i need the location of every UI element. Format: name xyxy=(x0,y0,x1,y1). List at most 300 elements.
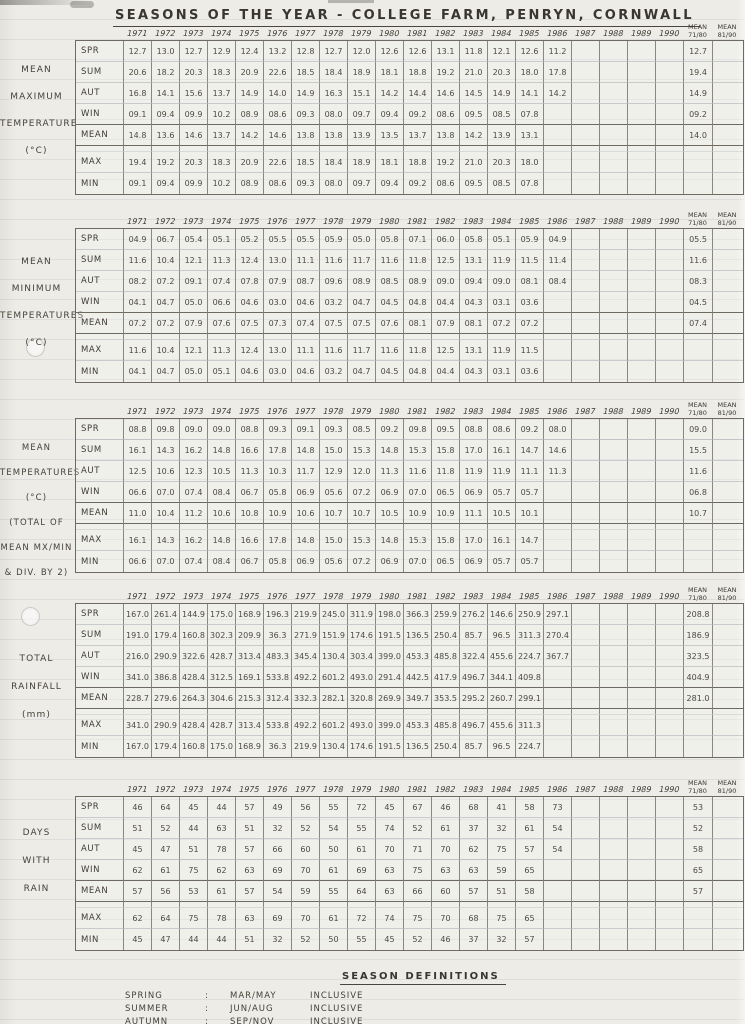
mean-maximum-temperature-grid xyxy=(75,40,744,195)
mean-maximum-temperature-mean-1985: 13.1 xyxy=(516,125,544,146)
mean-temperature-mean-1985: 10.1 xyxy=(516,503,544,524)
total-rainfall-min-mean-81-90 xyxy=(713,736,743,757)
days-with-rain-mean-1977: 59 xyxy=(292,881,320,902)
year-header-1990 xyxy=(655,785,683,796)
year-header-1972 xyxy=(151,29,179,40)
days-with-rain-aut-1973: 51 xyxy=(180,839,208,860)
mean-minimum-temperature-spr-1982: 06.0 xyxy=(432,229,460,250)
side-label-line: TEMPERATURES xyxy=(0,468,81,478)
year-header-1984 xyxy=(487,592,515,603)
mean-minimum-temperature-spr-1980: 05.8 xyxy=(376,229,404,250)
total-rainfall-max-1980: 399.0 xyxy=(376,715,404,736)
mean-minimum-temperature-max-1971: 11.6 xyxy=(124,340,152,361)
year-label: 1982 xyxy=(433,217,457,226)
year-label: 1980 xyxy=(377,217,401,226)
mean-minimum-temperature-sum-1986: 11.4 xyxy=(544,250,572,271)
year-label: 1988 xyxy=(601,217,625,226)
mean-temperature-aut-1974: 10.5 xyxy=(208,461,236,482)
total-rainfall-spr-1975: 168.9 xyxy=(236,604,264,625)
total-rainfall-aut-1981: 453.3 xyxy=(404,646,432,667)
days-with-rain-min-1980: 45 xyxy=(376,929,404,950)
year-header-1977 xyxy=(291,217,319,228)
total-rainfall-sum-1988 xyxy=(600,625,628,646)
year-label: 1985 xyxy=(517,29,541,38)
row-label-min: MIN xyxy=(76,929,124,950)
total-rainfall-aut-1986: 367.7 xyxy=(544,646,572,667)
total-rainfall-spr-mean-71-80: 208.8 xyxy=(684,604,713,625)
days-with-rain-mean-1978: 55 xyxy=(320,881,348,902)
days-with-rain-mean-1990 xyxy=(656,881,684,902)
year-label: 1974 xyxy=(209,785,233,794)
mean-temperature-mean-1979: 10.7 xyxy=(348,503,376,524)
mean-header-line: MEAN xyxy=(687,586,708,594)
year-label: 1980 xyxy=(377,29,401,38)
side-label-line: TEMPERATURE xyxy=(0,119,78,129)
mean-maximum-temperature-mean-1979: 13.9 xyxy=(348,125,376,146)
mean-maximum-temperature-spr-1983: 11.8 xyxy=(460,41,488,62)
year-header-1987 xyxy=(571,217,599,228)
mean-minimum-temperature-sum-1989 xyxy=(628,250,656,271)
mean-maximum-temperature-min-1973: 09.9 xyxy=(180,173,208,194)
days-with-rain-mean-1986 xyxy=(544,881,572,902)
mean-minimum-temperature-aut-1974: 07.4 xyxy=(208,271,236,292)
days-with-rain-aut-1975: 57 xyxy=(236,839,264,860)
total-rainfall-sum-1972: 179.4 xyxy=(152,625,180,646)
mean-maximum-temperature-mean-1976: 14.6 xyxy=(264,125,292,146)
mean-temperature-sum-1971: 16.1 xyxy=(124,440,152,461)
days-with-rain-win-1986 xyxy=(544,860,572,881)
total-rainfall-sum-1976: 36.3 xyxy=(264,625,292,646)
year-header-1985 xyxy=(515,217,543,228)
mean-minimum-temperature-mean-1980: 07.6 xyxy=(376,313,404,334)
total-rainfall-spr-1981: 366.3 xyxy=(404,604,432,625)
mean-maximum-temperature-aut-1990 xyxy=(656,83,684,104)
mean-minimum-temperature-mean-1986 xyxy=(544,313,572,334)
mean-maximum-temperature-aut-1981: 14.4 xyxy=(404,83,432,104)
total-rainfall-mean-mean-71-80: 281.0 xyxy=(684,688,713,709)
year-header-1975 xyxy=(235,407,263,418)
days-with-rain-max-1977: 70 xyxy=(292,908,320,929)
mean-maximum-temperature-max-1976: 22.6 xyxy=(264,152,292,173)
mean-temperature-min-1986 xyxy=(544,551,572,572)
days-with-rain-aut-1989 xyxy=(628,839,656,860)
year-header-1976 xyxy=(263,217,291,228)
mean-minimum-temperature-win-1982: 04.4 xyxy=(432,292,460,313)
days-with-rain-spr-1989 xyxy=(628,797,656,818)
total-rainfall-max-1973: 428.4 xyxy=(180,715,208,736)
mean-maximum-temperature-max-1979: 18.9 xyxy=(348,152,376,173)
mean-maximum-temperature-aut-1978: 16.3 xyxy=(320,83,348,104)
mean-minimum-temperature-sum-1972: 10.4 xyxy=(152,250,180,271)
mean-minimum-temperature-aut-1989 xyxy=(628,271,656,292)
mean-maximum-temperature-row-spr xyxy=(76,41,743,62)
total-rainfall-min-1982: 250.4 xyxy=(432,736,460,757)
mean-maximum-temperature-max-1986 xyxy=(544,152,572,173)
mean-minimum-temperature-aut-1990 xyxy=(656,271,684,292)
mean-maximum-temperature-min-1977: 09.3 xyxy=(292,173,320,194)
mean-minimum-temperature-max-mean-71-80 xyxy=(684,340,713,361)
mean-temperature-sum-1985: 14.7 xyxy=(516,440,544,461)
mean-minimum-temperature-aut-1988 xyxy=(600,271,628,292)
total-rainfall-aut-1973: 322.6 xyxy=(180,646,208,667)
mean-maximum-temperature-mean-1988 xyxy=(600,125,628,146)
mean-temperature-spr-1974: 09.0 xyxy=(208,419,236,440)
mean-temperature-min-1975: 06.7 xyxy=(236,551,264,572)
row-label-mean: MEAN xyxy=(76,881,124,902)
mean-maximum-temperature-win-1981: 09.2 xyxy=(404,104,432,125)
mean-temperature-mean-1974: 10.6 xyxy=(208,503,236,524)
year-header-1973 xyxy=(179,407,207,418)
mean-temperature-sum-1972: 14.3 xyxy=(152,440,180,461)
mean-maximum-temperature-min-1976: 08.6 xyxy=(264,173,292,194)
year-header-1985 xyxy=(515,407,543,418)
days-with-rain-spr-1972: 64 xyxy=(152,797,180,818)
mean-temperature-win-1983: 06.9 xyxy=(460,482,488,503)
mean-minimum-temperature-sum-1985: 11.5 xyxy=(516,250,544,271)
year-header-1985 xyxy=(515,592,543,603)
total-rainfall-mean-1989 xyxy=(628,688,656,709)
mean-minimum-temperature-sum-1984: 11.9 xyxy=(488,250,516,271)
row-label-sum: SUM xyxy=(76,250,124,271)
mean-header-line: MEAN xyxy=(717,211,737,219)
year-label: 1986 xyxy=(545,592,569,601)
mean-temperature-mean-1990 xyxy=(656,503,684,524)
year-header-1982 xyxy=(431,29,459,40)
mean-temperature-spr-1973: 09.0 xyxy=(180,419,208,440)
mean-maximum-temperature-mean-1983: 14.2 xyxy=(460,125,488,146)
days-with-rain-mean-1981: 66 xyxy=(404,881,432,902)
mean-temperature-max-1988 xyxy=(600,530,628,551)
year-header-1989 xyxy=(627,592,655,603)
mean-maximum-temperature-mean-1987 xyxy=(572,125,600,146)
year-label: 1981 xyxy=(405,407,429,416)
year-label: 1985 xyxy=(517,592,541,601)
mean-temperature-min-1978: 05.6 xyxy=(320,551,348,572)
days-with-rain-min-1990 xyxy=(656,929,684,950)
total-rainfall-mean-1986 xyxy=(544,688,572,709)
total-rainfall-sum-1971: 191.0 xyxy=(124,625,152,646)
mean-minimum-temperature-min-1981: 04.8 xyxy=(404,361,432,382)
row-label-max: MAX xyxy=(76,908,124,929)
mean-temperature-sum-mean-81-90 xyxy=(713,440,743,461)
mean-temperature-aut-1976: 10.3 xyxy=(264,461,292,482)
mean-maximum-temperature-mean-1981: 13.7 xyxy=(404,125,432,146)
total-rainfall-max-1982: 485.8 xyxy=(432,715,460,736)
total-rainfall-spr-1974: 175.0 xyxy=(208,604,236,625)
total-rainfall-max-1988 xyxy=(600,715,628,736)
days-with-rain-sum-1982: 61 xyxy=(432,818,460,839)
mean-minimum-temperature-spr-1974: 05.1 xyxy=(208,229,236,250)
days-with-rain-max-1982: 70 xyxy=(432,908,460,929)
mean-minimum-temperature-max-1975: 12.4 xyxy=(236,340,264,361)
mean-minimum-temperature-max-1987 xyxy=(572,340,600,361)
mean-minimum-temperature-sum-1973: 12.1 xyxy=(180,250,208,271)
mean-maximum-temperature-min-1990 xyxy=(656,173,684,194)
year-label: 1981 xyxy=(405,785,429,794)
mean-minimum-temperature-sum-mean-71-80: 11.6 xyxy=(684,250,713,271)
mean-minimum-temperature-win-1975: 04.6 xyxy=(236,292,264,313)
year-header-1982 xyxy=(431,592,459,603)
mean-temperature-grid xyxy=(75,418,744,573)
year-header-1971 xyxy=(123,217,151,228)
year-header-1987 xyxy=(571,407,599,418)
mean-header-line: MEAN xyxy=(687,211,708,219)
mean-maximum-temperature-aut-1982: 14.6 xyxy=(432,83,460,104)
mean-temperature-spr-1981: 09.8 xyxy=(404,419,432,440)
mean-maximum-temperature-min-1989 xyxy=(628,173,656,194)
mean-temperature-min-1988 xyxy=(600,551,628,572)
row-label-min: MIN xyxy=(76,361,124,382)
mean-maximum-temperature-max-1983: 21.0 xyxy=(460,152,488,173)
total-rainfall-win-1989 xyxy=(628,667,656,688)
year-header-1984 xyxy=(487,29,515,40)
mean-temperature-aut-1983: 11.9 xyxy=(460,461,488,482)
days-with-rain-row-min xyxy=(76,929,743,950)
row-label-aut: AUT xyxy=(76,461,124,482)
row-label-aut: AUT xyxy=(76,271,124,292)
mean-maximum-temperature-aut-1976: 14.0 xyxy=(264,83,292,104)
mean-temperature-win-mean-71-80: 06.8 xyxy=(684,482,713,503)
days-with-rain-max-1971: 62 xyxy=(124,908,152,929)
days-with-rain-row-win xyxy=(76,860,743,881)
total-rainfall-row-aut xyxy=(76,646,743,667)
days-with-rain-sum-1986: 54 xyxy=(544,818,572,839)
mean-maximum-temperature-mean-1984: 13.9 xyxy=(488,125,516,146)
mean-maximum-temperature-spr-1988 xyxy=(600,41,628,62)
mean-maximum-temperature-min-1985: 07.8 xyxy=(516,173,544,194)
mean-maximum-temperature-spr-1973: 12.7 xyxy=(180,41,208,62)
total-rainfall-max-1981: 453.3 xyxy=(404,715,432,736)
mean-temperature-max-1976: 17.8 xyxy=(264,530,292,551)
mean-temperature-mean-1986 xyxy=(544,503,572,524)
total-rainfall-win-1981: 442.5 xyxy=(404,667,432,688)
total-rainfall-row-spr xyxy=(76,604,743,625)
days-with-rain-aut-1980: 70 xyxy=(376,839,404,860)
days-with-rain-sum-1984: 32 xyxy=(488,818,516,839)
days-with-rain-max-1984: 75 xyxy=(488,908,516,929)
year-header-1974 xyxy=(207,29,235,40)
mean-temperature-sum-1983: 17.0 xyxy=(460,440,488,461)
days-with-rain-aut-1978: 50 xyxy=(320,839,348,860)
year-header-1981 xyxy=(403,29,431,40)
total-rainfall-table xyxy=(75,577,744,758)
days-with-rain-sum-1980: 74 xyxy=(376,818,404,839)
days-with-rain-sum-1975: 51 xyxy=(236,818,264,839)
total-rainfall-max-mean-71-80 xyxy=(684,715,713,736)
mean-temperature-sum-1977: 14.8 xyxy=(292,440,320,461)
total-rainfall-min-1988 xyxy=(600,736,628,757)
mean-minimum-temperature-win-1971: 04.1 xyxy=(124,292,152,313)
days-with-rain-spr-1984: 41 xyxy=(488,797,516,818)
year-header-1980 xyxy=(375,407,403,418)
mean-minimum-temperature-max-1983: 13.1 xyxy=(460,340,488,361)
mean-minimum-temperature-max-1988 xyxy=(600,340,628,361)
days-with-rain-max-1986 xyxy=(544,908,572,929)
mean-minimum-temperature-min-1983: 04.3 xyxy=(460,361,488,382)
mean-maximum-temperature-aut-1980: 14.2 xyxy=(376,83,404,104)
mean-maximum-temperature-min-1972: 09.4 xyxy=(152,173,180,194)
mean-temperature-win-1976: 05.8 xyxy=(264,482,292,503)
days-with-rain-min-1975: 51 xyxy=(236,929,264,950)
year-header-spacer xyxy=(75,794,123,796)
days-with-rain-win-1988 xyxy=(600,860,628,881)
year-header-1976 xyxy=(263,785,291,796)
mean-maximum-temperature-sum-1986: 17.8 xyxy=(544,62,572,83)
days-with-rain-mean-1989 xyxy=(628,881,656,902)
total-rainfall-win-1980: 291.4 xyxy=(376,667,404,688)
total-rainfall-max-1985: 311.3 xyxy=(516,715,544,736)
mean-minimum-temperature-max-1989 xyxy=(628,340,656,361)
mean-temperature-sum-1974: 14.8 xyxy=(208,440,236,461)
days-with-rain-sum-1989 xyxy=(628,818,656,839)
mean-minimum-temperature-min-1978: 03.2 xyxy=(320,361,348,382)
mean-maximum-temperature-sum-1973: 20.3 xyxy=(180,62,208,83)
mean-temperature-table xyxy=(75,392,744,573)
total-rainfall-mean-1981: 349.7 xyxy=(404,688,432,709)
year-header-1977 xyxy=(291,785,319,796)
mean-maximum-temperature-sum-1990 xyxy=(656,62,684,83)
mean-header-line: 81/90 xyxy=(717,218,737,227)
mean-minimum-temperature-mean-1977: 07.4 xyxy=(292,313,320,334)
mean-maximum-temperature-aut-1974: 13.7 xyxy=(208,83,236,104)
total-rainfall-aut-1979: 303.4 xyxy=(348,646,376,667)
mean-maximum-temperature-spr-mean-71-80: 12.7 xyxy=(684,41,713,62)
year-header-1978 xyxy=(319,592,347,603)
mean-temperature-aut-1984: 11.9 xyxy=(488,461,516,482)
mean-header-line: MEAN xyxy=(717,401,737,409)
mean-minimum-temperature-mean-1979: 07.5 xyxy=(348,313,376,334)
total-rainfall-min-1973: 160.8 xyxy=(180,736,208,757)
year-header-spacer xyxy=(75,38,123,40)
days-with-rain-win-1974: 62 xyxy=(208,860,236,881)
mean-maximum-temperature-sum-1982: 19.2 xyxy=(432,62,460,83)
days-with-rain-aut-1972: 47 xyxy=(152,839,180,860)
mean-minimum-temperature-min-1971: 04.1 xyxy=(124,361,152,382)
days-with-rain-mean-1971: 57 xyxy=(124,881,152,902)
mean-minimum-temperature-mean-1978: 07.5 xyxy=(320,313,348,334)
mean-temperature-min-1984: 05.7 xyxy=(488,551,516,572)
mean-temperature-aut-1987 xyxy=(572,461,600,482)
mean-minimum-temperature-aut-1987 xyxy=(572,271,600,292)
mean-temperature-spr-1971: 08.8 xyxy=(124,419,152,440)
row-label-win: WIN xyxy=(76,292,124,313)
days-with-rain-aut-1971: 45 xyxy=(124,839,152,860)
days-with-rain-mean-1975: 57 xyxy=(236,881,264,902)
year-header-1977 xyxy=(291,29,319,40)
total-rainfall-win-1990 xyxy=(656,667,684,688)
mean-minimum-temperature-row-spr xyxy=(76,229,743,250)
mean-minimum-temperature-min-mean-71-80 xyxy=(684,361,713,382)
mean-temperature-aut-1979: 12.0 xyxy=(348,461,376,482)
total-rainfall-mean-1984: 260.7 xyxy=(488,688,516,709)
total-rainfall-min-1990 xyxy=(656,736,684,757)
mean-minimum-temperature-max-1972: 10.4 xyxy=(152,340,180,361)
mean-minimum-temperature-sum-1974: 11.3 xyxy=(208,250,236,271)
year-label: 1989 xyxy=(629,785,653,794)
total-rainfall-mean-1973: 264.3 xyxy=(180,688,208,709)
mean-header-line: 81/90 xyxy=(717,786,737,795)
mean-temperature-max-1985: 14.7 xyxy=(516,530,544,551)
total-rainfall-mean-1990 xyxy=(656,688,684,709)
mean-temperature-win-1987 xyxy=(572,482,600,503)
mean-minimum-temperature-mean-1976: 07.3 xyxy=(264,313,292,334)
total-rainfall-min-1979: 174.6 xyxy=(348,736,376,757)
mean-maximum-temperature-min-1974: 10.2 xyxy=(208,173,236,194)
total-rainfall-spr-mean-81-90 xyxy=(713,604,743,625)
mean-maximum-temperature-aut-1985: 14.1 xyxy=(516,83,544,104)
scan-artifact xyxy=(328,0,374,3)
year-header-1989 xyxy=(627,29,655,40)
mean-minimum-temperature-win-1980: 04.5 xyxy=(376,292,404,313)
days-with-rain-min-1981: 52 xyxy=(404,929,432,950)
total-rainfall-mean-1971: 228.7 xyxy=(124,688,152,709)
mean-maximum-temperature-aut-1986: 14.2 xyxy=(544,83,572,104)
mean-maximum-temperature-max-mean-81-90 xyxy=(713,152,743,173)
mean-temperature-mean-1982: 10.9 xyxy=(432,503,460,524)
mean-minimum-temperature-spr-1979: 05.0 xyxy=(348,229,376,250)
days-with-rain-aut-1983: 62 xyxy=(460,839,488,860)
days-with-rain-mean-mean-81-90 xyxy=(713,881,743,902)
mean-maximum-temperature-min-1979: 09.7 xyxy=(348,173,376,194)
year-label: 1973 xyxy=(181,407,205,416)
total-rainfall-win-1988 xyxy=(600,667,628,688)
total-rainfall-side-label xyxy=(0,645,73,729)
mean-temperature-max-1971: 16.1 xyxy=(124,530,152,551)
days-with-rain-aut-mean-81-90 xyxy=(713,839,743,860)
days-with-rain-spr-1986: 73 xyxy=(544,797,572,818)
row-label-spr: SPR xyxy=(76,41,124,62)
mean-minimum-temperature-aut-1979: 08.9 xyxy=(348,271,376,292)
year-header-1974 xyxy=(207,217,235,228)
days-with-rain-sum-mean-81-90 xyxy=(713,818,743,839)
total-rainfall-mean-1976: 312.4 xyxy=(264,688,292,709)
punch-hole xyxy=(21,607,40,626)
mean-minimum-temperature-aut-1981: 08.9 xyxy=(404,271,432,292)
year-label: 1977 xyxy=(293,785,317,794)
mean-maximum-temperature-spr-1976: 13.2 xyxy=(264,41,292,62)
side-label-line: (°C) xyxy=(25,338,48,348)
mean-maximum-temperature-max-1974: 18.3 xyxy=(208,152,236,173)
total-rainfall-win-1984: 344.1 xyxy=(488,667,516,688)
total-rainfall-max-1987 xyxy=(572,715,600,736)
days-with-rain-aut-1982: 70 xyxy=(432,839,460,860)
days-with-rain-table xyxy=(75,770,744,951)
mean-minimum-temperature-spr-1989 xyxy=(628,229,656,250)
mean-minimum-temperature-aut-1971: 08.2 xyxy=(124,271,152,292)
mean-minimum-temperature-aut-1983: 09.4 xyxy=(460,271,488,292)
mean-temperature-mean-1972: 10.4 xyxy=(152,503,180,524)
season-name: SPRING xyxy=(125,991,163,1001)
mean-minimum-temperature-mean-mean-71-80: 07.4 xyxy=(684,313,713,334)
year-label: 1985 xyxy=(517,407,541,416)
mean-header-line: 71/80 xyxy=(688,218,707,227)
mean-minimum-temperature-sum-mean-81-90 xyxy=(713,250,743,271)
year-header-1981 xyxy=(403,592,431,603)
mean-temperature-spr-1987 xyxy=(572,419,600,440)
mean-maximum-temperature-row-aut xyxy=(76,83,743,104)
mean-temperature-mean-1975: 10.8 xyxy=(236,503,264,524)
mean-maximum-temperature-spr-1981: 12.6 xyxy=(404,41,432,62)
mean-temperature-min-1977: 06.9 xyxy=(292,551,320,572)
total-rainfall-aut-1976: 483.3 xyxy=(264,646,292,667)
year-label: 1984 xyxy=(489,29,513,38)
mean-maximum-temperature-max-1980: 18.1 xyxy=(376,152,404,173)
mean-minimum-temperature-side-label xyxy=(0,249,85,357)
year-header-1988 xyxy=(599,785,627,796)
row-label-sum: SUM xyxy=(76,440,124,461)
mean-maximum-temperature-sum-1971: 20.6 xyxy=(124,62,152,83)
mean-temperature-mean-1981: 10.9 xyxy=(404,503,432,524)
